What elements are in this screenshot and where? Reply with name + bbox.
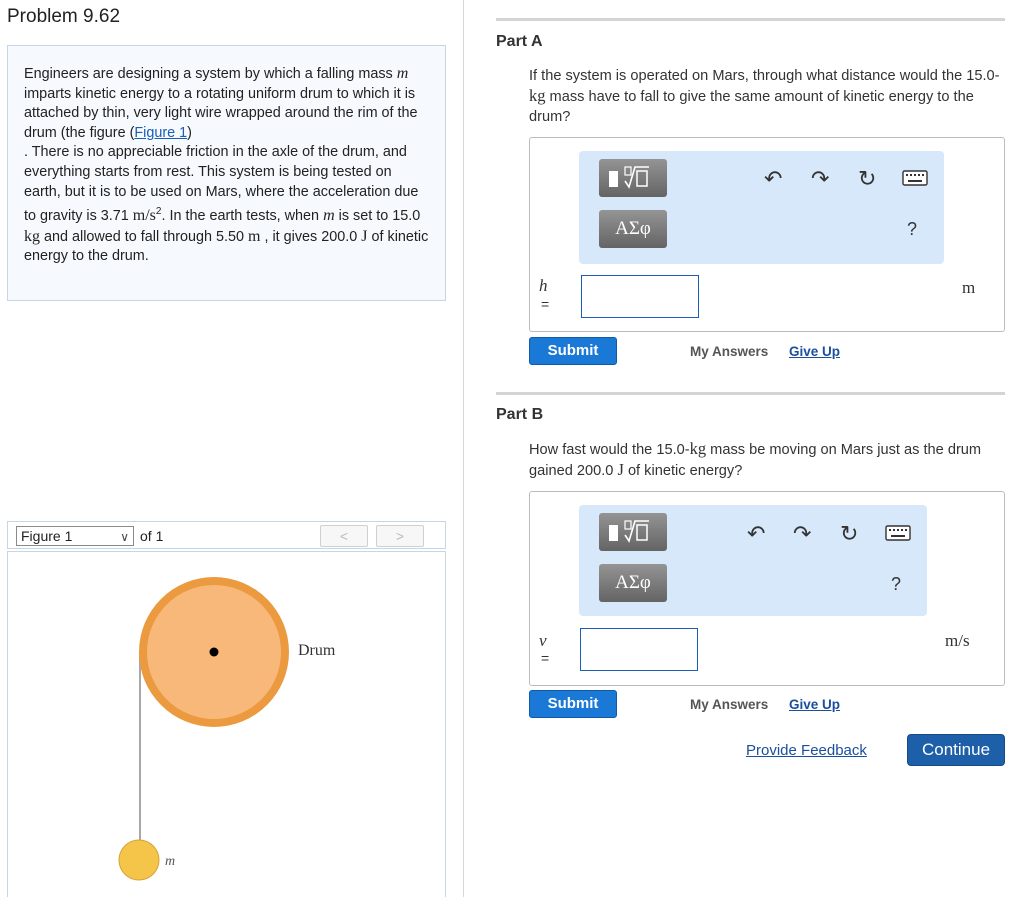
give-up-link[interactable]: Give Up [789,344,841,359]
variable-label: h [539,276,548,295]
equals-sign: = [541,296,550,312]
unit-kg: kg [24,227,40,245]
provide-feedback-link[interactable]: Provide Feedback [746,742,867,759]
question-text: mass be moving on Mars just as the drum gained 200.0 [529,442,982,479]
problem-statement [7,45,446,301]
math-toolbar [579,151,944,264]
answer-input[interactable] [580,628,698,671]
part-a [496,18,1005,378]
figure-image [7,551,446,897]
my-answers-link[interactable]: My Answers [690,344,769,359]
hanging-mass [119,840,159,880]
greek-symbols-button[interactable]: ΑΣφ [599,564,667,602]
undo-icon[interactable]: ↶ [747,521,766,546]
problem-text: imparts kinetic energy to a rotating uniform drum to which it is attached by thin, very light wire wrapped around the rim of the drum (the figure ( [24,85,418,141]
help-button[interactable]: ? [891,574,902,594]
problem-text: . In the earth tests, when [161,207,324,224]
keyboard-icon[interactable] [885,522,911,546]
keyboard-icon[interactable] [902,167,928,191]
problem-title: Problem 9.62 [7,6,121,27]
templates-icon [599,159,667,197]
figure-navigation [7,521,446,549]
var-m: m [396,65,409,82]
var-m: m [323,206,335,224]
redo-icon[interactable]: ↷ [811,166,830,191]
continue-button[interactable]: Continue [907,734,1005,766]
templates-button[interactable] [599,159,667,197]
figure-link[interactable]: Figure 1 [134,124,188,141]
part-divider [496,392,1005,395]
part-a-answer-box [529,137,1005,332]
unit-label: m [962,278,976,297]
question-text: How fast would the 15.0- [529,442,690,458]
problem-panel [0,0,464,897]
part-divider [496,18,1005,21]
templates-button[interactable] [599,513,667,551]
my-answers-link[interactable]: My Answers [690,697,769,712]
unit-j: J [617,460,624,479]
greek-symbols-button[interactable]: ΑΣφ [599,210,667,248]
answer-input[interactable] [581,275,699,318]
mass-label: m [165,854,176,869]
part-b-question [529,439,1005,481]
help-button[interactable]: ? [907,219,918,239]
drum-axle [210,648,219,657]
problem-text: is set to 15.0 [334,207,421,224]
part-a-title: Part A [496,33,543,50]
problem-text: of kinetic energy to the drum. [24,228,429,265]
part-a-question [529,66,1005,127]
figure-select-value: Figure 1 [21,528,73,544]
figure-next-button[interactable]: > [376,525,424,547]
question-text: of kinetic energy? [623,463,743,479]
unit-accel-exp: 2 [155,206,162,218]
unit-kg: kg [689,439,707,458]
templates-icon [599,513,667,551]
problem-text: ) [187,124,192,141]
unit-j: J [361,227,368,245]
reset-icon[interactable]: ↻ [840,521,859,546]
problem-text: , it gives 200.0 [260,228,362,245]
unit-label: m/s [945,631,970,650]
variable-label: v [539,631,547,650]
problem-text: Engineers are designing a system by which a falling mass [24,66,397,82]
problem-text: and allowed to fall through 5.50 [40,228,249,245]
redo-icon[interactable]: ↷ [793,521,812,546]
give-up-link[interactable]: Give Up [789,697,841,712]
figure-select[interactable] [16,526,134,546]
chevron-down-icon: ∨ [120,530,129,544]
equals-sign: = [541,650,550,666]
submit-button[interactable]: Submit [529,690,617,718]
undo-icon[interactable]: ↶ [764,166,783,191]
part-b [496,392,1005,722]
figure-prev-button[interactable]: < [320,525,368,547]
drum-figure [8,552,445,897]
drum-label: Drum [298,642,336,659]
math-toolbar [579,505,927,616]
unit-m: m [248,227,261,245]
question-text: If the system is operated on Mars, through what distance would the 15.0- [529,68,1000,84]
unit-accel: m/s [132,206,156,224]
part-b-title: Part B [496,406,544,423]
reset-icon[interactable]: ↻ [858,166,877,191]
figure-count: of 1 [140,528,164,544]
part-b-answer-box [529,491,1005,686]
unit-kg: kg [529,86,546,105]
submit-button[interactable]: Submit [529,337,617,365]
question-text: mass have to fall to give the same amount of kinetic energy to the drum? [529,89,974,125]
problem-text: . There is no appreciable friction in the axle of the drum, and everything starts from rest. This system is being tested on earth, but it is to be used on Mars, where the acceleration due to gravity is 3.71 [24,144,419,224]
